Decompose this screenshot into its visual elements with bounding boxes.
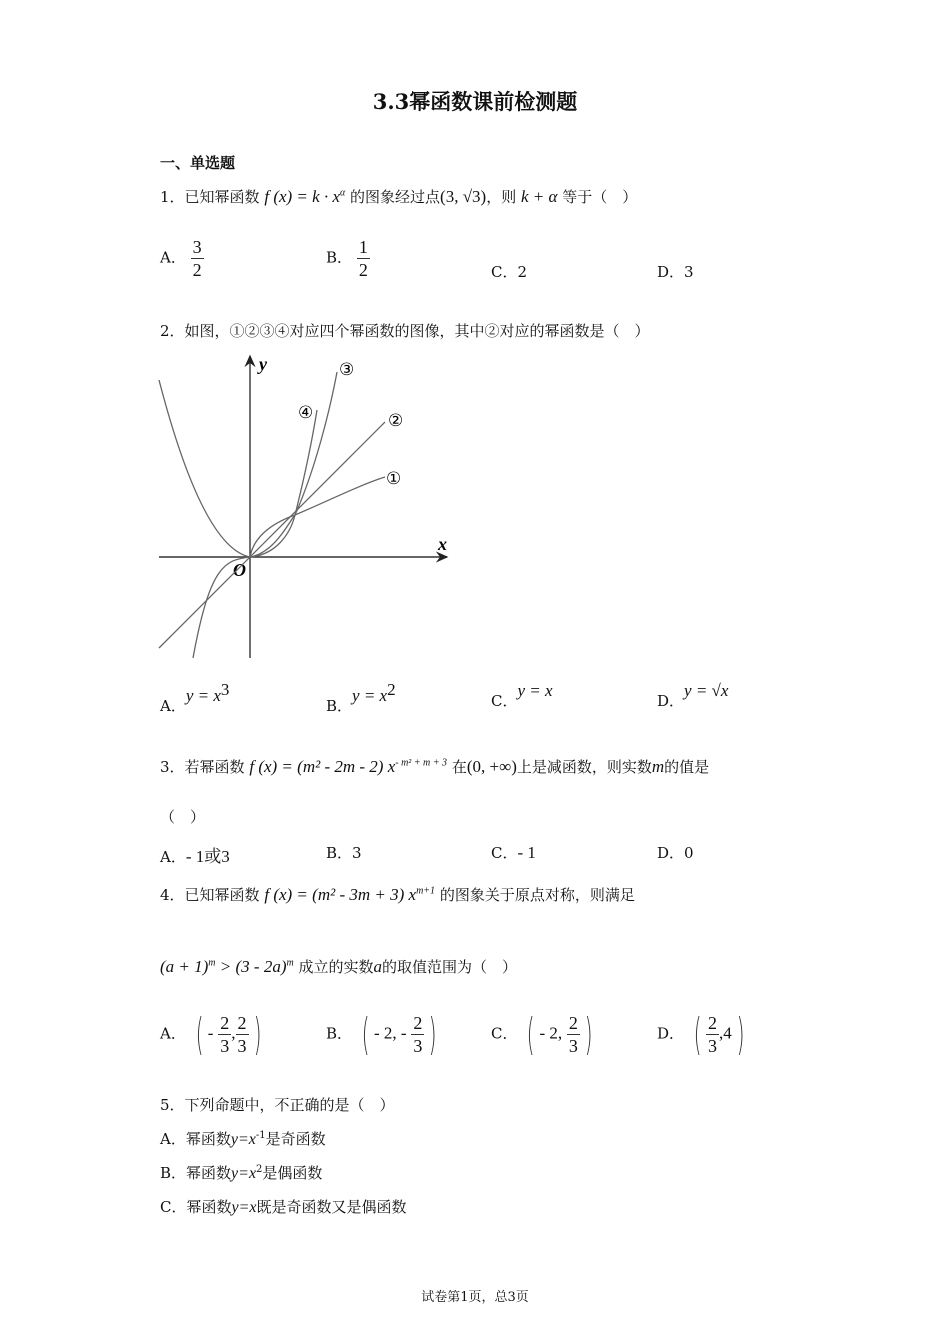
q3-paren: （ ） xyxy=(160,808,206,826)
q1-option-c[interactable]: C．2 xyxy=(491,263,528,281)
q5-option-c[interactable]: C．幂函数y=x既是奇函数又是偶函数 xyxy=(160,1198,407,1216)
q1-option-a[interactable]: A． $\frac{3}{2}$ xyxy=(160,237,202,280)
x-axis-label: x xyxy=(438,534,447,554)
q1-point: (3, √3) xyxy=(440,187,487,206)
question-3: 3．若幂函数 f (x) = (m² - 2m - 2) $x^{- m^2 + m + 3}$ 在(0, +∞)上是减函数，则实数m的值是 xyxy=(160,757,710,776)
q1-mid2: ，则 xyxy=(486,188,517,206)
page-footer: 试卷第1页，总3页 xyxy=(421,1290,529,1305)
question-1 xyxy=(160,186,637,207)
q1-option-d[interactable]: D．3 xyxy=(657,263,694,281)
q1-a-fraction: $\frac{3}{2}$ xyxy=(192,237,202,280)
q5-option-a[interactable]: A．幂函数$y=x^{-1}$是奇函数 xyxy=(160,1130,326,1148)
page-title: 3.3幂函数课前检测题 xyxy=(372,89,578,114)
q1-func: f $(x) = k \cdot x^\alpha$ xyxy=(264,187,346,206)
curve-4-label: ④ xyxy=(298,403,314,422)
section-heading: 一、单选题 xyxy=(160,154,236,172)
q2-option-c[interactable]: C．y = x xyxy=(491,681,553,710)
q1-expr: k + α xyxy=(521,187,558,206)
q3-option-d[interactable]: D．0 xyxy=(657,844,694,862)
q1-mid: 的图象经过点 xyxy=(350,188,441,206)
question-4: 4．已知幂函数 f (x) = (m² - 3m + 3) $x^{m+1}$ 的图象关于原点对称，则满足 xyxy=(160,885,635,904)
q2-option-d[interactable]: D．y = √x xyxy=(657,681,729,710)
q4-option-d[interactable]: D． ( $\frac{2}{3}$ ,4 ) xyxy=(657,1008,745,1060)
curve-1-label: ① xyxy=(386,469,402,488)
q4-func: f (x) = (m² - 3m + 3) $x^{m+1}$ xyxy=(264,885,436,904)
q4-inequality: $(a + 1)^m > (3 - 2a)^m$ xyxy=(160,957,294,976)
q1-number: 1． xyxy=(160,188,185,206)
q4-option-a[interactable]: A． ( - $\frac{2}{3}$ , $\frac{2}{3}$ ) xyxy=(160,1008,261,1060)
q3-option-c[interactable]: C．- 1 xyxy=(491,843,536,862)
q4-inequality-line: $(a + 1)^m > (3 - 2a)^m$ 成立的实数a的取值范围为（ ） xyxy=(160,957,518,976)
q1-pre: 已知幂函数 xyxy=(184,188,260,206)
q1-b-fraction: $\frac{1}{2}$ xyxy=(358,237,368,280)
q5-option-b[interactable]: B．幂函数$y=x^2$是偶函数 xyxy=(160,1164,323,1182)
q2-option-a[interactable]: A．$y = x^3$ xyxy=(160,680,230,715)
q4-option-c[interactable]: C． ( - 2, $\frac{2}{3}$ ) xyxy=(491,1008,593,1060)
q3-func: f (x) = (m² - 2m - 2) $x^{- m^2 + m + 3}$ xyxy=(249,757,448,776)
curve-2 xyxy=(159,422,385,648)
q3-option-b[interactable]: B．3 xyxy=(326,844,362,862)
origin-label: O xyxy=(233,560,246,580)
q3-option-a[interactable]: A．- 1或3 xyxy=(160,847,230,866)
q1-option-b[interactable]: B． $\frac{1}{2}$ xyxy=(326,237,368,280)
curve-3 xyxy=(193,372,337,658)
q2-graph xyxy=(155,350,460,665)
question-2: 2．如图，①②③④对应四个幂函数的图像，其中②对应的幂函数是（ ） xyxy=(160,322,650,340)
q1-post: 等于（ ） xyxy=(562,188,638,206)
curve-4 xyxy=(159,380,317,557)
curve-2-label: ② xyxy=(388,411,404,430)
q4-option-b[interactable]: B． ( - 2, - $\frac{2}{3}$ ) xyxy=(326,1008,437,1060)
curve-3-label: ③ xyxy=(339,360,355,379)
q2-option-b[interactable]: B．$y = x^2$ xyxy=(326,680,396,715)
question-5: 5．下列命题中，不正确的是（ ） xyxy=(160,1096,395,1114)
y-axis-label: y xyxy=(259,354,267,374)
q3-interval: (0, +∞) xyxy=(466,757,517,776)
